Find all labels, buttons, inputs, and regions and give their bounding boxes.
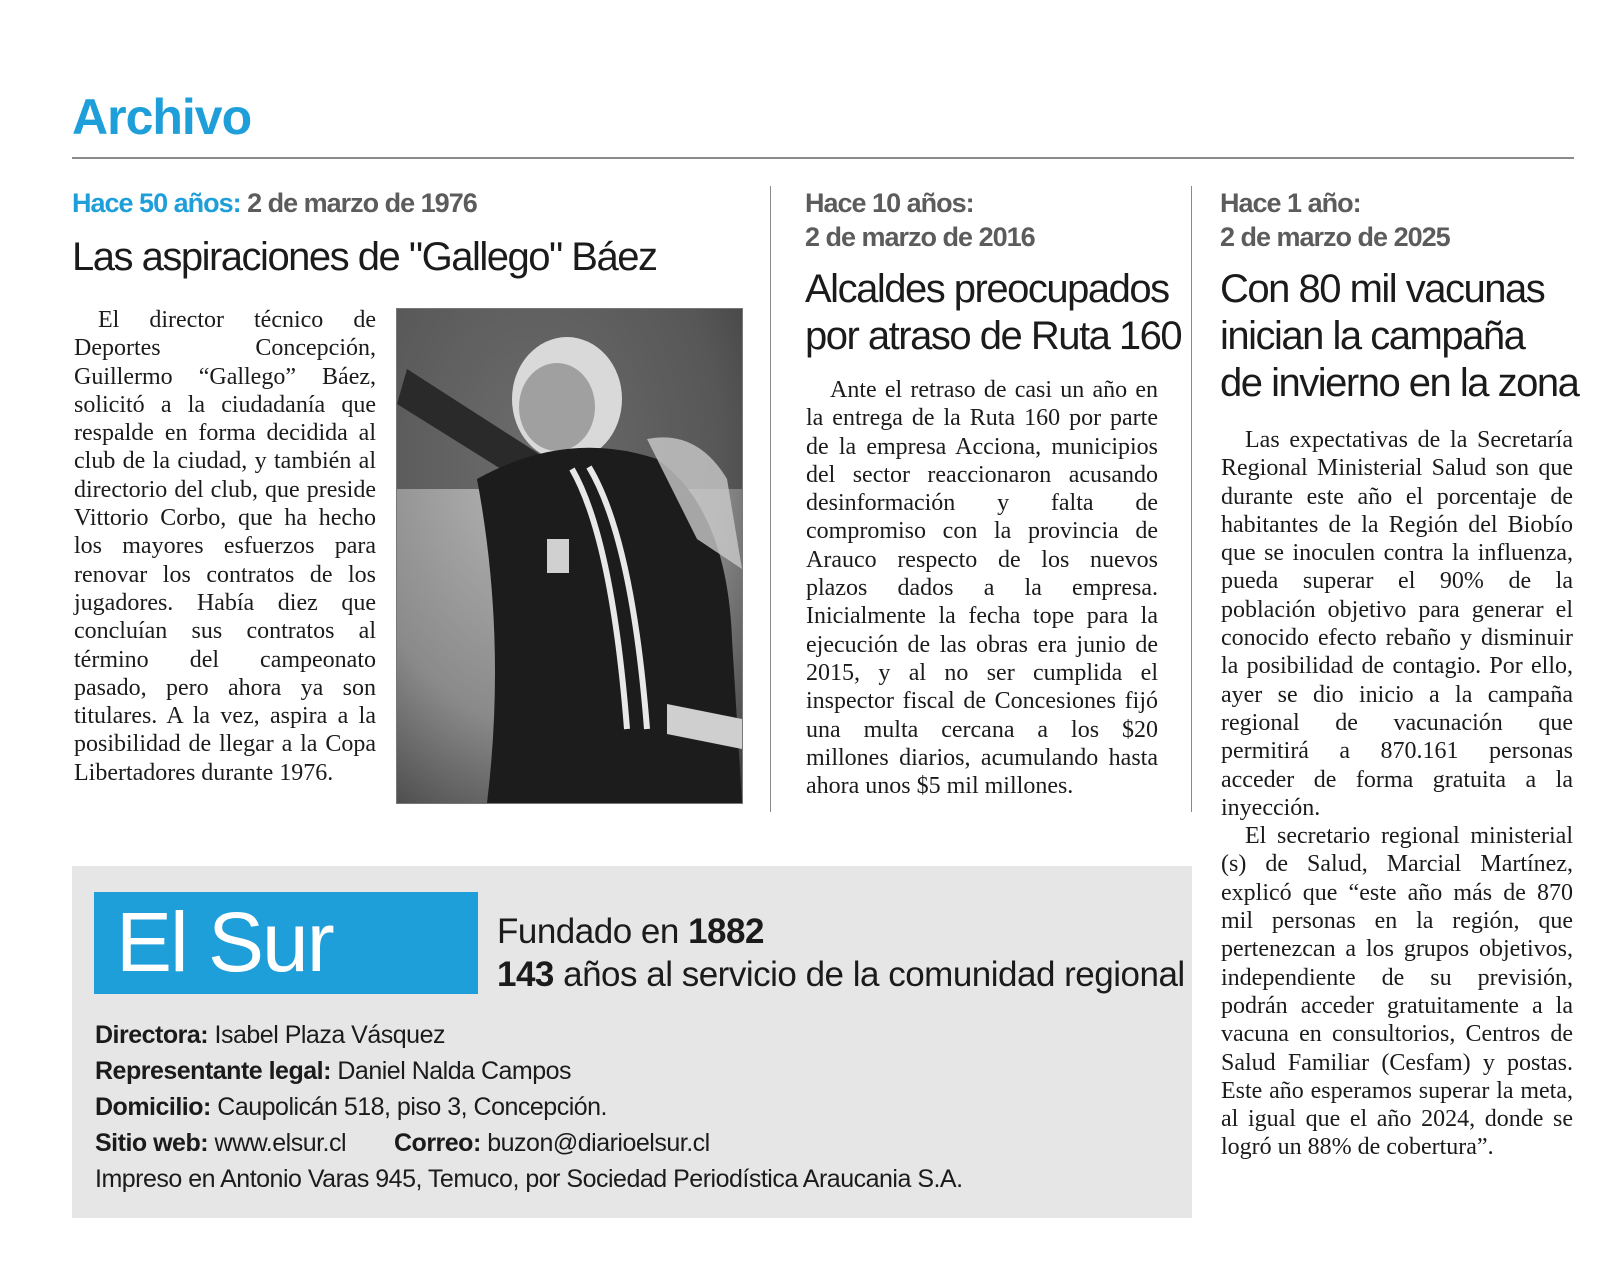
col3-kicker-lead: Hace 1 año: xyxy=(1220,188,1361,218)
address-label: Domicilio: xyxy=(95,1093,211,1121)
legal-rep-label: Representante legal: xyxy=(95,1057,331,1085)
director-line xyxy=(95,1021,445,1050)
col3-kicker-date: 2 de marzo de 2025 xyxy=(1220,222,1450,252)
founded-year: 1882 xyxy=(688,912,764,951)
col3-kicker xyxy=(1220,186,1450,254)
director-value: Isabel Plaza Vásquez xyxy=(208,1021,445,1049)
address-value: Caupolicán 518, piso 3, Concepción. xyxy=(210,1093,608,1121)
col1-headline: Las aspiraciones de "Gallego" Báez xyxy=(72,235,657,279)
col2-kicker-date: 2 de marzo de 2016 xyxy=(805,222,1035,252)
photo-illustration xyxy=(397,309,742,803)
archive-photo xyxy=(396,308,743,804)
web-link[interactable]: www.elsur.cl xyxy=(208,1129,347,1157)
col3-paragraph: Las expectativas de la Secretaría Regional Ministerial Salud son que durante este año el porcentaje de habitantes de la Región del Biobío que se inoculen contra la influenza, pueda superar el 90% de la población objetivo para generar el conocido efecto rebaño y disminuir la posibilidad de contagio. Por ello, ayer se dio inicio a la campaña regional de vacunación que permitirá a 870.161 personas acceder de forma gratuita a la inyección. xyxy=(1221,427,1573,821)
col1-body xyxy=(74,306,376,787)
masthead-logo xyxy=(94,892,478,994)
years-count: 143 xyxy=(497,955,554,994)
col2-kicker xyxy=(805,186,1035,254)
logo-text: El Sur xyxy=(116,895,333,989)
mail-link[interactable]: buzon@diarioelsur.cl xyxy=(480,1129,710,1157)
printed-line: Impreso en Antonio Varas 945, Temuco, por Sociedad Periodística Araucania S.A. xyxy=(95,1165,963,1193)
mail-line xyxy=(394,1129,710,1158)
col3-paragraph: El secretario regional ministerial (s) de Salud, Marcial Martínez, explicó que “este año más de 870 mil personas en la región, que pertenezcan a los grupos objetivos, independiente de su previsión, podrán acceder gratuitamente a la vacuna en consultorios, Centros de Salud Familiar (Cesfam) y postas. Este año esperamos superar la meta, al igual que el año 2024, donde se logró un 88% de cobertura”. xyxy=(1221,823,1573,1161)
col3-headline-line: de invierno en la zona xyxy=(1220,361,1579,405)
web-label: Sitio web: xyxy=(95,1129,209,1157)
legal-rep-value: Daniel Nalda Campos xyxy=(330,1057,572,1085)
founded-label: Fundado en xyxy=(497,912,689,951)
col3-headline xyxy=(1220,266,1578,407)
web-line xyxy=(95,1129,346,1158)
col1-kicker xyxy=(72,186,477,220)
column-divider xyxy=(1191,186,1192,812)
col2-headline-line: por atraso de Ruta 160 xyxy=(805,314,1182,358)
col2-headline-line: Alcaldes preocupados xyxy=(805,267,1169,311)
col3-headline-line: Con 80 mil vacunas xyxy=(1220,267,1545,311)
col2-kicker-lead: Hace 10 años: xyxy=(805,188,974,218)
years-line xyxy=(497,955,1185,995)
col1-kicker-date: 2 de marzo de 1976 xyxy=(240,188,477,218)
col2-paragraph: Ante el retraso de casi un año en la entrega de la Ruta 160 por parte de la empresa Acciona, municipios del sector reaccionaron acusando desinformación y falta de compromiso con la provincia de Arauco respecto de los nuevos plazos dados a la empresa. Inicialmente la fecha tope para la ejecución de las obras era junio de 2015, y al no ser cumplida el inspector fiscal de Concesiones fijó una multa cercana a los $20 millones diarios, acumulando hasta ahora unos $5 mil millones. xyxy=(806,377,1158,800)
header-rule xyxy=(72,157,1574,159)
col2-body xyxy=(806,376,1158,800)
director-label: Directora: xyxy=(95,1021,209,1049)
col2-headline xyxy=(805,266,1181,360)
years-text: años al servicio de la comunidad regional xyxy=(553,955,1185,994)
col1-kicker-lead: Hace 50 años: xyxy=(72,188,241,218)
founded-line xyxy=(497,912,764,952)
mail-label: Correo: xyxy=(394,1129,481,1157)
col3-body xyxy=(1221,426,1573,1162)
section-title: Archivo xyxy=(72,89,252,145)
col1-paragraph: El director técnico de Deportes Concepción, Guillermo “Gallego” Báez, solicitó a la ciudadanía que respalde en forma decidida al club de la ciudad, y también al directorio del club, que preside Vittorio Corbo, que ha hecho los mayores esfuerzos para renovar los contratos de los jugadores. Había diez que concluían sus contratos al término del campeonato pasado, pero ahora ya son titulares. A la vez, aspira a la posibilidad de llegar a la Copa Libertadores durante 1976. xyxy=(74,307,376,786)
column-divider xyxy=(770,186,771,812)
col3-headline-line: inician la campaña xyxy=(1220,314,1525,358)
address-line xyxy=(95,1093,607,1122)
legal-rep-line xyxy=(95,1057,571,1086)
